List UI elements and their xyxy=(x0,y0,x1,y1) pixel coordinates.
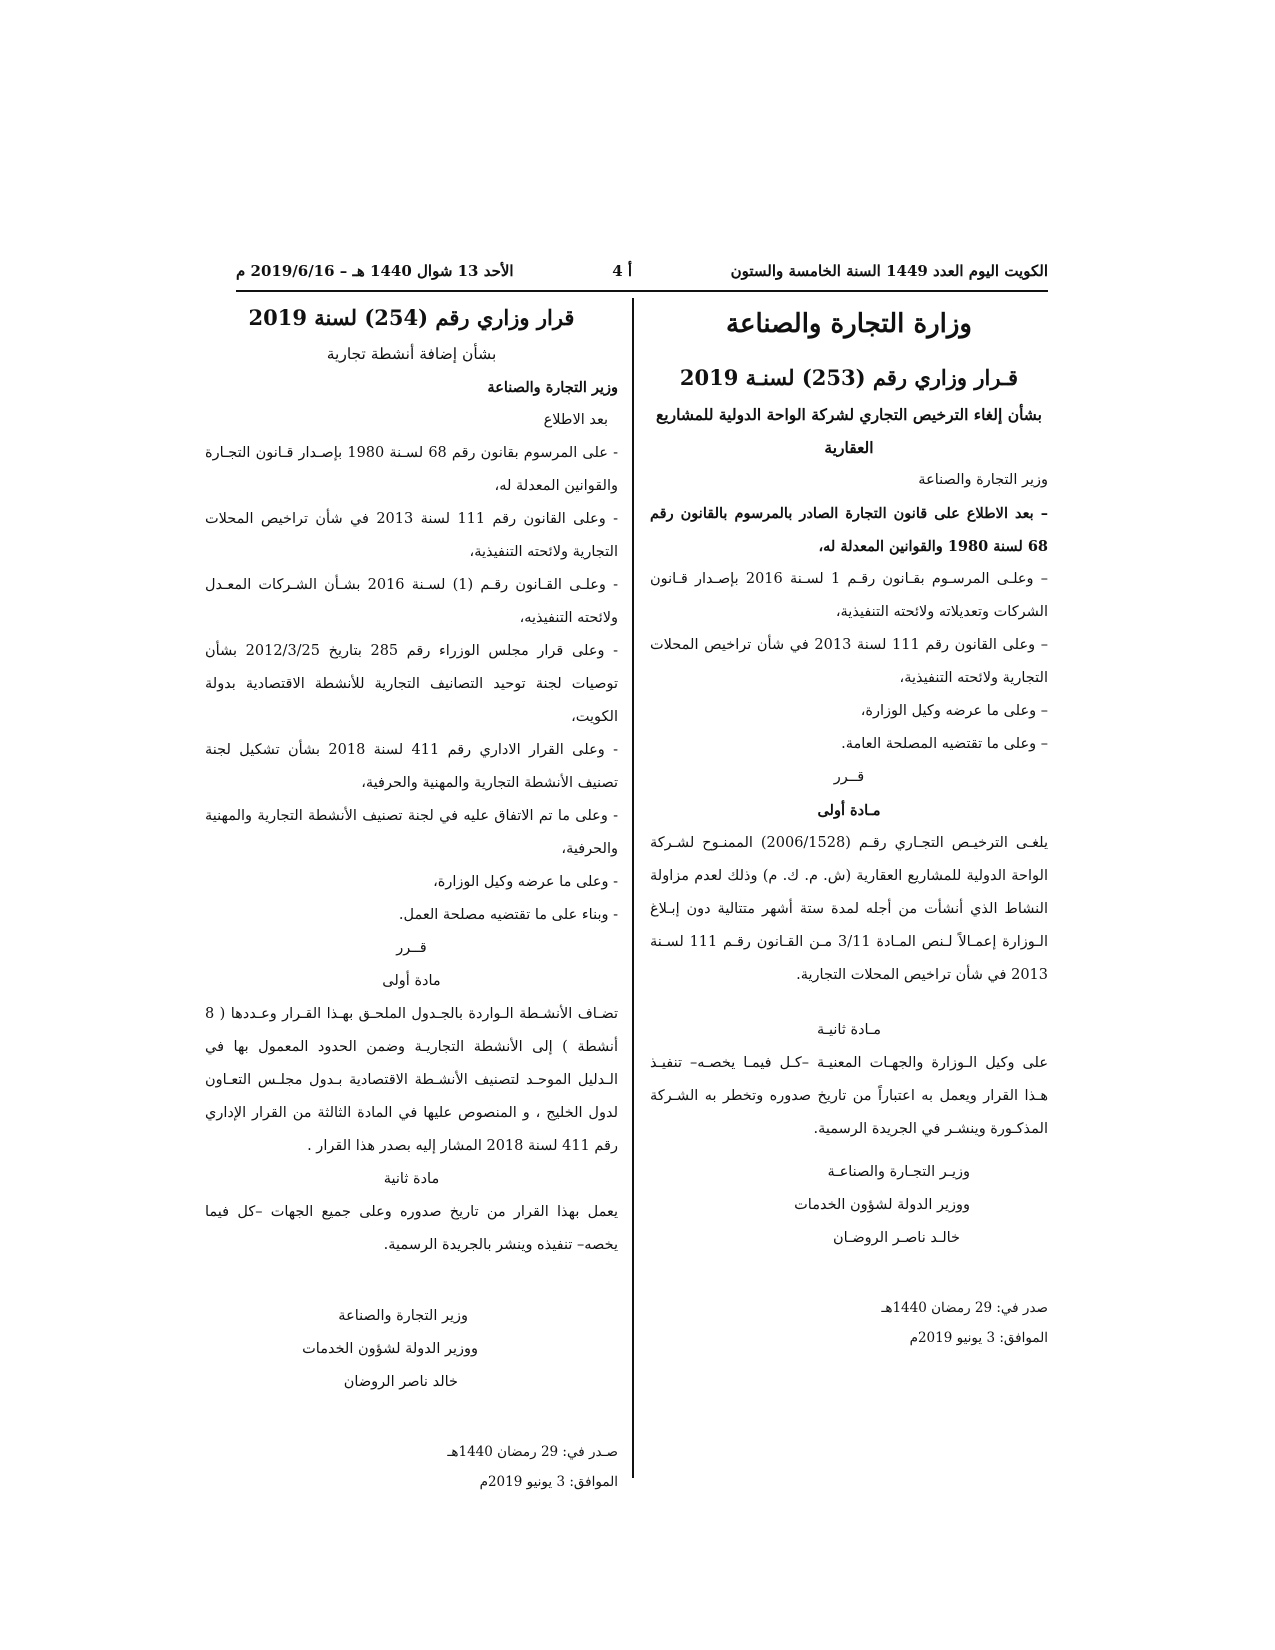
decision-253-preamble-2: – وعلـى المرسـوم بقـانون رقـم 1 لسـنة 2016 بإصـدار قـانون الشركات وتعديلاته ولائحته التنفيذية، xyxy=(650,571,1048,620)
page-header xyxy=(236,258,1048,284)
decision-254-minister: وزير التجارة والصناعة xyxy=(487,379,618,396)
decision-253-signatory-role: ووزير الدولة لشؤون الخدمات xyxy=(794,1197,970,1213)
decision-254-preamble-8: - وبناء على ما تقتضيه مصلحة العمل. xyxy=(398,907,618,923)
decision-254-article-2-text: يعمل بهذا القرار من تاريخ صدوره وعلى جميع الجهات –كل فيما يخصه– تنفيذه وينشر بالجريدة الرسمية. xyxy=(205,1204,618,1253)
decision-254-signatory-name: خالد ناصر الروضان xyxy=(343,1374,458,1390)
header-rule xyxy=(236,290,1048,292)
decision-253-signatory-title: وزيـر التجـارة والصناعـة xyxy=(827,1164,970,1180)
decision-253-preamble-1: – بعد الاطلاع على قانون التجارة الصادر بالمرسوم بالقانون رقم 68 لسنة 1980 والقوانين المعدلة له، xyxy=(650,505,1048,555)
ministry-title: وزارة التجارة والصناعة xyxy=(726,309,972,339)
header-gazette-issue: الكويت اليوم العدد 1449 السنة الخامسة والستون xyxy=(730,262,1048,280)
decision-254-article-2-title: مادة ثانية xyxy=(383,1171,440,1187)
decision-254-after-review: بعد الاطلاع xyxy=(543,412,608,428)
decision-254-issued-date: صـدر في: 29 رمضان 1440هـ xyxy=(447,1444,618,1460)
decision-254-article-1-title: مادة أولى xyxy=(382,973,441,989)
decision-253-preamble-4: – وعلى ما عرضه وكيل الوزارة، xyxy=(860,703,1048,719)
decision-253-column xyxy=(650,298,1048,1353)
decision-253-title: قـرار وزاري رقم (253) لسنـة 2019 xyxy=(679,365,1019,390)
decision-253-article-1-title: مـادة أولى xyxy=(817,802,881,819)
decision-253-preamble-5: – وعلى ما تقتضيه المصلحة العامة. xyxy=(841,736,1048,752)
decision-253-article-1-text: يلغـى الترخيـص التجـاري رقـم (2006/1528) الممنـوح لشـركة الواحة الدولية للمشاريع العقارية (ش. م. ك. م) وذلك لعدم مزاولة النشاط الذي أنشأت من أجله لمدة ستة أشهر متتالية دون إبـلاغ الـوزارة إعمـالاً لـنص المـادة 3/11 مـن القـانون رقـم 111 لسـنة 2013 في شأن تراخيص المحلات التجارية. xyxy=(650,835,1049,983)
decision-253-corresponding-date: الموافق: 3 يونيو 2019م xyxy=(909,1330,1048,1346)
decision-253-article-2-text: على وكيل الـوزارة والجهـات المعنيـة –كـل فيمـا يخصـه– تنفيـذ هـذا القرار ويعمل به اعتباراً من تاريخ صدوره وتخطر به الشـركة المذكـورة وينشـر في الجريدة الرسمية. xyxy=(650,1055,1048,1137)
decision-254-preamble-1: - على المرسوم بقانون رقم 68 لسـنة 1980 بإصـدار قـانون التجـارة والقوانين المعدلة له، xyxy=(205,445,618,494)
decision-254-preamble-4: - وعلى قرار مجلس الوزراء رقم 285 بتاريخ 2012/3/25 بشأن توصيات لجنة توحيد التصانيف التجارية للأنشطة الاقتصادية بدولة الكويت، xyxy=(205,643,618,725)
decision-253-minister: وزير التجارة والصناعة xyxy=(918,472,1048,488)
decision-254-decided: قــرر xyxy=(396,940,427,956)
decision-253-decided: قــرر xyxy=(833,769,865,785)
header-date: الأحد 13 شوال 1440 هـ – 2019/6/16 م xyxy=(236,262,514,280)
decision-254-title: قرار وزاري رقم (254) لسنة 2019 xyxy=(248,305,575,330)
column-divider xyxy=(632,298,634,1478)
header-page-number: أ 4 xyxy=(612,262,633,280)
decision-254-preamble-7: - وعلى ما عرضه وكيل الوزارة، xyxy=(433,874,618,890)
decision-253-subject-line-1: بشأن إلغاء الترخيص التجاري لشركة الواحة الدولية للمشاريع xyxy=(656,405,1042,424)
decision-253-signatory-name: خالـد ناصـر الروضـان xyxy=(833,1230,960,1246)
decision-253-issued-date: صدر في: 29 رمضان 1440هـ xyxy=(881,1300,1048,1316)
decision-254-article-1-text: تضـاف الأنشـطة الـواردة بالجـدول الملحـق بهـذا القـرار وعـددها ( 8 أنشطة ) إلى الأنشطة التجاريـة وضمن الحدود المعمول بها في الـدليل الموحـد لتصنيف الأنشـطة الاقتصادية بـدول مجلـس التعـاون لدول الخليج ، و المنصوص عليها في المادة الثالثة من القرار الإداري رقم 411 لسنة 2018 المشار إليه بصدر هذا القرار . xyxy=(205,1006,618,1154)
decision-254-preamble-2: - وعلى القانون رقم 111 لسنة 2013 في شأن تراخيص المحلات التجارية ولائحته التنفيذية، xyxy=(205,511,618,560)
decision-254-corresponding-date: الموافق: 3 يونيو 2019م xyxy=(479,1474,618,1490)
decision-254-preamble-5: - وعلى القرار الاداري رقم 411 لسنة 2018 بشأن تشكيل لجنة تصنيف الأنشطة التجارية والمهنية والحرفية، xyxy=(205,742,618,791)
decision-254-column xyxy=(205,298,618,1497)
decision-254-preamble-3: - وعلـى القـانون رقـم (1) لسـنة 2016 بشـأن الشـركات المعـدل ولائحته التنفيذيه، xyxy=(205,577,618,626)
decision-254-signatory-role: ووزير الدولة لشؤون الخدمات xyxy=(302,1341,478,1357)
decision-254-signatory-title: وزير التجارة والصناعة xyxy=(338,1308,468,1324)
decision-253-subject-line-2: العقارية xyxy=(824,438,874,457)
decision-253-preamble-3: – وعلى القانون رقم 111 لسنة 2013 في شأن تراخيص المحلات التجارية ولائحته التنفيذية، xyxy=(650,637,1048,686)
decision-254-preamble-6: - وعلى ما تم الاتفاق عليه في لجنة تصنيف الأنشطة التجارية والمهنية والحرفية، xyxy=(205,808,618,857)
decision-253-article-2-title: مـادة ثانيـة xyxy=(817,1022,881,1038)
decision-254-subject: بشأن إضافة أنشطة تجارية xyxy=(326,345,497,363)
